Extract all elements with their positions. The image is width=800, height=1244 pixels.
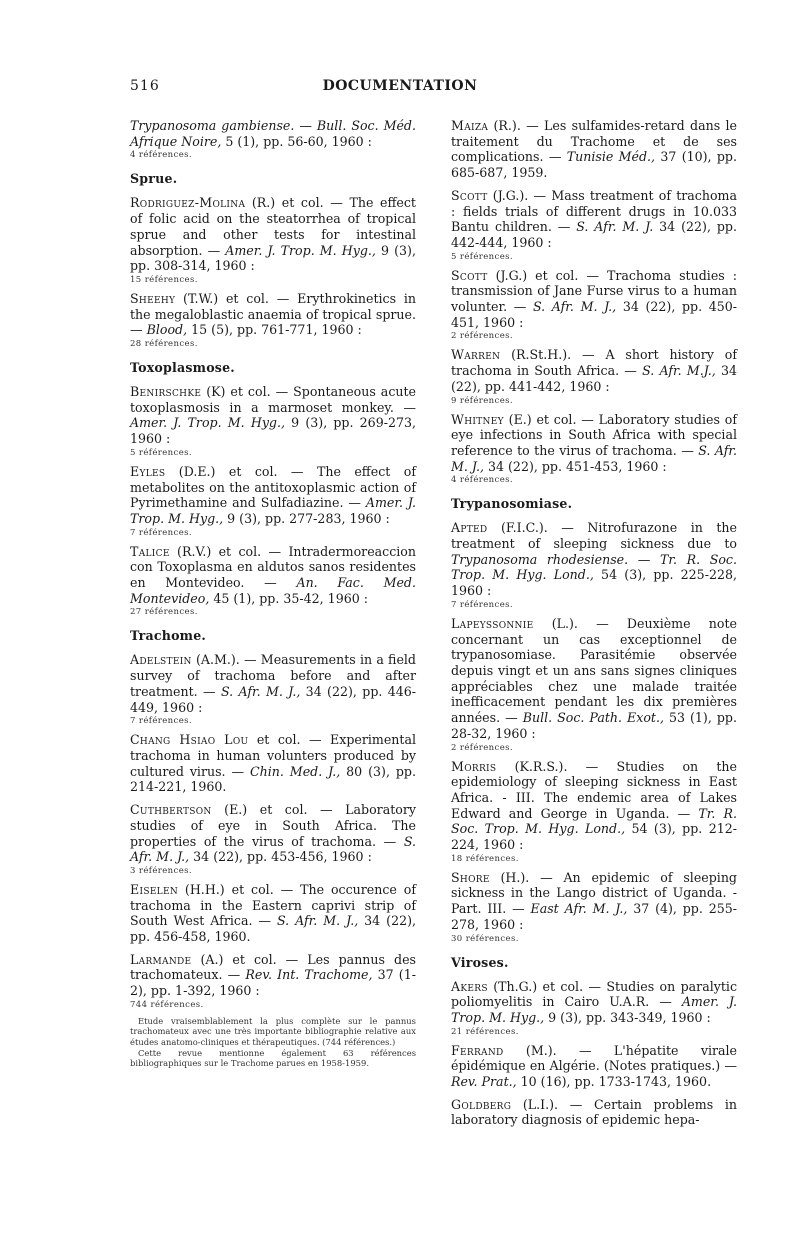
entry-author: Chang Hsiao Lou xyxy=(130,732,249,748)
entry-title: (E.) et col. — Laboratory studies of eye infections in South Africa with special reference to the virus of trachoma. — xyxy=(451,411,737,458)
reference-count: 21 références. xyxy=(451,1026,519,1037)
entry-title: (H.H.) et col. — The occurence of trachoma in the Eastern caprivi strip of South West Africa. — xyxy=(130,881,416,929)
entry-title: et col. — Experimental trachoma in human volunters produced by cultured virus. — xyxy=(130,732,416,779)
entry-citation: 34 (22), pp. 446-449, 1960 : xyxy=(130,683,417,715)
bibliography-entry xyxy=(130,802,416,865)
entry-journal: East Afr. M. J., xyxy=(530,901,628,917)
entry-journal: Amer. J. Trop. M. Hyg., xyxy=(130,415,286,431)
entry-citation: 15 (5), pp. 761-771, 1960 : xyxy=(187,322,362,338)
bibliography-note: Cette revue mentionne également 63 références bibliographiques sur le Trachome parues en 1958-1959. xyxy=(130,1047,416,1069)
entry-journal: S. Afr. M. J., xyxy=(220,683,301,699)
reference-count: 3 références. xyxy=(130,865,193,876)
entry-title: (Th.G.) et col. — Studies on paralytic poliomyelitis in Cairo U.A.R. — xyxy=(451,978,737,1010)
entry-title: (A.M.). — Measurements in a field survey of trachoma before and after treatment. — xyxy=(130,652,416,699)
entry-author: Rodriguez-Molina xyxy=(130,195,246,211)
entry-journal: Amer. J. Trop. M. Hyg., xyxy=(225,242,376,258)
entry-citation: 37 (1-2), pp. 1-392, 1960 : xyxy=(130,967,416,999)
entry-title: (K.R.S.). — Studies on the epidemiology of sleeping sickness in East Africa. - III. The endemic area of Lakes Edward and George in Uganda. — xyxy=(451,758,737,821)
entry-author: Sheehy xyxy=(130,290,176,306)
entry-journal: Bull. Soc. Path. Exot., xyxy=(522,710,664,726)
entry-journal: Trypanosoma rhodesiense. — Tr. R. Soc. Trop. M. Hyg. Lond., xyxy=(451,551,737,583)
entry-citation: 80 (3), pp. 214-221, 1960. xyxy=(130,763,416,795)
entry-title: (E.) et col. — Laboratory studies of eye in South Africa. The properties of the virus of trachoma. — xyxy=(130,802,416,849)
bibliography-entry xyxy=(451,759,737,853)
entry-citation: 5 (1), pp. 56-60, 1960 : xyxy=(221,133,372,149)
reference-count: 2 références. xyxy=(451,742,514,753)
bibliography-entry xyxy=(451,616,737,742)
entry-citation: 37 (4), pp. 255-278, 1960 : xyxy=(451,901,737,932)
page-number: 516 xyxy=(130,78,160,94)
entry-title: (R.). — Les sulfamides-retard dans le traitement du Trachome et de ses complications. — xyxy=(451,118,737,165)
entry-author: Ferrand xyxy=(451,1042,504,1058)
entry-title: (K) et col. — Spontaneous acute toxoplasmosis in a marmoset monkey. — xyxy=(130,384,416,415)
entry-journal: S. Afr. M. J. xyxy=(576,219,654,235)
entry-journal: Amer. J. Trop. M. Hyg., xyxy=(130,495,416,526)
reference-count: 30 références. xyxy=(451,933,519,944)
entry-journal: S. Afr. M. J., xyxy=(532,299,617,315)
entry-citation: 34 (22), pp. 453-456, 1960 : xyxy=(189,849,372,865)
running-head: DOCUMENTATION xyxy=(322,78,478,94)
entry-citation: 9 (3), pp. 308-314, 1960 : xyxy=(130,242,416,274)
entry-author: Scott xyxy=(451,187,488,203)
entry-journal: An. Fac. Med. Montevideo, xyxy=(130,575,416,606)
entry-title: (J.G.). — Mass treatment of trachoma : fields trials of different drugs in 10.033 Bantu children. — xyxy=(451,187,737,235)
reference-count: 744 références. xyxy=(130,999,204,1010)
entry-author: Talice xyxy=(130,543,170,559)
entry-journal: S. Afr. M. J., xyxy=(130,833,416,865)
entry-journal: Blood, xyxy=(146,322,188,338)
entry-author: Morris xyxy=(451,758,497,774)
reference-count: 15 références. xyxy=(130,274,198,285)
bibliography-entry xyxy=(130,732,416,795)
entry-journal: S. Afr. M. J., xyxy=(276,913,359,929)
reference-count: 5 références. xyxy=(130,447,193,458)
bibliography-entry xyxy=(130,652,416,715)
reference-count: 7 références. xyxy=(130,527,193,538)
section-heading: Toxoplasmose. xyxy=(130,360,235,376)
bibliography-entry xyxy=(130,384,416,447)
bibliography-entry xyxy=(451,118,737,181)
entry-author: Cuthbertson xyxy=(130,802,212,818)
reference-count: 27 références. xyxy=(130,607,198,618)
entry-title: (R.St.H.). — A short history of trachoma in South Africa. — xyxy=(451,347,737,379)
section-heading: Trachome. xyxy=(130,628,206,644)
entry-citation: 34 (22), pp. 450-451, 1960 : xyxy=(451,299,738,330)
bibliography-entry xyxy=(451,979,737,1026)
entry-title: (R.) et col. — The effect of folic acid on the steatorrhea of tropical sprue and other tests for intestinal absorption. — xyxy=(130,195,416,258)
entry-journal: Amer. J. Trop. M. Hyg., xyxy=(451,994,737,1025)
entry-citation: 10 (16), pp. 1733-1743, 1960. xyxy=(516,1074,712,1090)
section-heading: Trypanosomiase. xyxy=(451,496,573,512)
bibliography-entry xyxy=(451,870,737,933)
section-heading: Viroses. xyxy=(451,954,509,970)
entry-author: Benirschke xyxy=(130,384,202,400)
entry-author: Eyles xyxy=(130,463,166,479)
entry-author: Warren xyxy=(451,347,501,363)
entry-author: Maiza xyxy=(451,118,489,133)
entry-journal: Rev. Prat., xyxy=(451,1074,517,1090)
entry-author: Lapeyssonnie xyxy=(451,615,534,631)
entry-title: (F.I.C.). — Nitrofurazone in the treatment of sleeping sickness due to xyxy=(451,520,737,552)
bibliography-entry xyxy=(130,118,416,149)
entry-author: Adelstein xyxy=(130,652,192,668)
bibliography-entry xyxy=(451,1097,737,1128)
reference-count: 18 références. xyxy=(451,853,519,864)
reference-count: 2 références. xyxy=(451,331,514,342)
entry-author: Shore xyxy=(451,869,490,885)
entry-citation: 54 (3), pp. 225-228, 1960 : xyxy=(451,567,737,599)
entry-citation: 54 (3), pp. 212-224, 1960 : xyxy=(451,821,737,853)
bibliography-entry xyxy=(130,952,416,999)
bibliography-entry xyxy=(451,268,737,331)
bibliography-entry xyxy=(451,188,737,251)
entry-journal: Chin. Med. J., xyxy=(250,763,341,779)
entry-journal: Rev. Int. Trachome, xyxy=(245,967,373,983)
entry-journal: Tunisie Méd., xyxy=(566,149,656,165)
bibliography-entry xyxy=(451,520,737,599)
entry-title: (M.). — L'hépatite virale épidémique en Algérie. (Notes pratiques.) — xyxy=(451,1042,737,1074)
entry-author: Goldberg xyxy=(451,1096,512,1112)
bibliography-entry xyxy=(451,1043,737,1090)
reference-count: 9 références. xyxy=(451,395,514,406)
entry-citation: 34 (22), pp. 441-442, 1960 : xyxy=(451,363,737,394)
entry-title: (J.G.) et col. — Trachoma studies : transmission of Jane Furse virus to a human volunter. — xyxy=(451,267,737,315)
entry-citation: 45 (1), pp. 35-42, 1960 : xyxy=(209,590,368,606)
entry-title: (T.W.) et col. — Erythrokinetics in the megaloblastic anaemia of tropical sprue. — xyxy=(130,290,416,338)
entry-journal: S. Afr. M. J., xyxy=(451,442,737,474)
reference-count: 28 références. xyxy=(130,339,198,350)
entry-author: Whitney xyxy=(451,411,504,427)
left-column xyxy=(130,118,416,1069)
entry-citation: 9 (3), pp. 269-273, 1960 : xyxy=(130,415,416,447)
entry-citation: 53 (1), pp. 28-32, 1960 : xyxy=(451,710,737,741)
entry-citation: 9 (3), pp. 343-349, 1960 : xyxy=(544,1009,711,1025)
entry-title: (L.). — Deuxième note concernant un cas exceptionnel de trypanosomiase. Parasitémie observée depuis vingt et un ans sans signes cliniques appréciables chez une malade traitée inefficacement pendant les dix premières années. — xyxy=(451,615,737,726)
bibliography-entry xyxy=(130,291,416,338)
entry-author: Scott xyxy=(451,267,488,283)
section-heading: Sprue. xyxy=(130,171,178,187)
bibliography-entry xyxy=(451,347,737,394)
entry-citation: 34 (22), pp. 451-453, 1960 : xyxy=(483,458,667,474)
entry-author: Eiselen xyxy=(130,881,179,897)
entry-citation: 34 (22), pp. 456-458, 1960. xyxy=(130,913,417,945)
bibliography-entry xyxy=(130,195,416,274)
bibliography-entry xyxy=(130,464,416,527)
bibliography-note: Etude vraisemblablement la plus complète sur le pannus trachomateux avec une très importante bibliographie relative aux études anatomo-cliniques et thérapeutiques. (744 références.) xyxy=(130,1015,416,1048)
reference-count: 4 références. xyxy=(130,150,193,161)
entry-journal: Tr. R. Soc. Trop. M. Hyg. Lond., xyxy=(451,805,738,837)
entry-title: (A.) et col. — Les pannus des trachomateux. — xyxy=(130,951,416,983)
page-header xyxy=(0,74,800,104)
entry-author: Larmande xyxy=(130,951,192,967)
entry-title: (L.I.). — Certain problems in laboratory diagnosis of epidemic hepa- xyxy=(451,1096,737,1128)
entry-journal: Trypanosoma gambiense. — Bull. Soc. Méd. Afrique Noire, xyxy=(130,118,416,149)
entry-citation: 9 (3), pp. 277-283, 1960 : xyxy=(223,510,390,526)
entry-title: (R.V.) et col. — Intradermoreaccion con Toxoplasma en aldutos sanos residentes en Montevideo. — xyxy=(130,543,416,591)
bibliography-entry xyxy=(130,882,416,945)
entry-journal: S. Afr. M.J., xyxy=(642,363,716,379)
entry-title: (D.E.) et col. — The effect of metabolites on the antitoxoplasmic action of Pyrimethamine and Sulfadiazine. — xyxy=(130,463,416,511)
entry-author: Apted xyxy=(451,520,488,536)
right-column xyxy=(451,118,737,1135)
reference-count: 7 références. xyxy=(130,716,193,727)
entry-author: Akers xyxy=(451,978,488,994)
entry-citation: 37 (10), pp. 685-687, 1959. xyxy=(451,149,737,181)
entry-citation: 34 (22), pp. 442-444, 1960 : xyxy=(451,219,737,250)
reference-count: 5 références. xyxy=(451,251,514,262)
entry-title: (H.). — An epidemic of sleeping sickness in the Lango district of Uganda. - Part. III. — xyxy=(451,869,737,917)
bibliography-entry xyxy=(130,544,416,607)
reference-count: 7 références. xyxy=(451,599,514,610)
reference-count: 4 références. xyxy=(451,475,514,486)
bibliography-entry xyxy=(451,412,737,475)
